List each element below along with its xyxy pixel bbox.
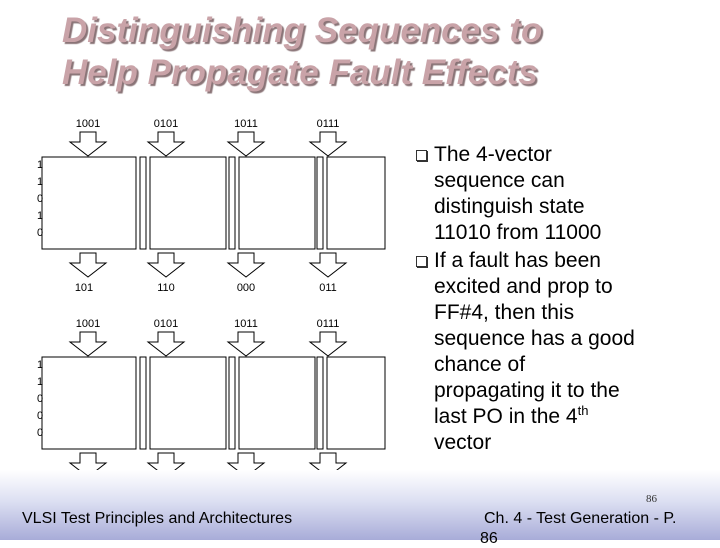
state-bit-label: 1 (36, 210, 44, 222)
output-vector-label: 011 (319, 282, 337, 294)
bullet-2 (412, 248, 712, 456)
state-bit-label: 1 (36, 159, 44, 171)
footer-chapter-continued: 86 (480, 530, 498, 547)
bullet-2-line: If a fault has been (434, 249, 601, 272)
title-line-1: Distinguishing Sequences to (62, 11, 543, 50)
output-vector-label: 101 (74, 282, 94, 294)
input-arrow-icon (228, 332, 264, 356)
output-arrow-icon (70, 253, 106, 277)
bullet-2-text (434, 248, 712, 456)
state-bit-label: 0 (36, 410, 44, 422)
bullet-1-text (434, 142, 712, 246)
output-arrow-icon (310, 253, 346, 277)
page-number: 86 (646, 493, 657, 505)
state-bit-label: 0 (36, 227, 44, 239)
input-arrow-icon (70, 332, 106, 356)
frame-3-box (239, 357, 315, 449)
input-vector-label: 1011 (234, 118, 258, 130)
input-vector-label: 0111 (316, 318, 340, 330)
title-line-2: Help Propagate Fault Effects (62, 53, 538, 92)
frame-2-box (150, 157, 226, 249)
state-bit-label: 0 (36, 393, 44, 405)
state-bit-label: 0 (36, 427, 44, 439)
input-arrow-icon (310, 132, 346, 156)
bullet-2-line: chance of (434, 353, 526, 376)
flip-flop-bar (140, 357, 146, 449)
checkbox-bullet-icon (416, 256, 427, 267)
flip-flop-bar (229, 157, 235, 249)
frame-2-box (150, 357, 226, 449)
flip-flop-bar (229, 357, 235, 449)
frame-3-box (239, 157, 315, 249)
input-arrow-icon (228, 132, 264, 156)
input-vector-label: 0101 (153, 118, 179, 130)
bullet-2-line: excited and prop to (434, 275, 613, 298)
slide-title (62, 10, 702, 94)
input-vector-label: 0111 (316, 118, 340, 130)
footer-course-title: VLSI Test Principles and Architectures (22, 510, 293, 527)
state-bit-label: 1 (36, 376, 44, 388)
bullet-1-line: 11010 from 11000 (434, 221, 602, 244)
bullet-1-line: sequence can (434, 169, 565, 192)
input-arrow-icon (70, 132, 106, 156)
flip-flop-bar (140, 157, 146, 249)
footer-chapter: Ch. 4 - Test Generation - P. (484, 510, 677, 527)
bullet-list (412, 142, 712, 458)
flip-flop-bar (317, 157, 323, 249)
state-bit-label: 1 (36, 359, 44, 371)
output-arrow-icon (228, 253, 264, 277)
output-vector-label: 000 (236, 282, 256, 294)
footer-band (0, 470, 720, 540)
bullet-1-line: distinguish state (434, 195, 585, 218)
output-arrow-icon (148, 253, 184, 277)
frame-1-box (42, 357, 136, 449)
input-vector-label: 1011 (234, 318, 258, 330)
diagram-svg (26, 110, 408, 502)
time-frame-diagram (26, 110, 408, 502)
flip-flop-bar (317, 357, 323, 449)
output-vector-label: 110 (157, 282, 175, 294)
superscript: th (577, 403, 589, 418)
bullet-1 (412, 142, 712, 246)
bullet-1-line: The 4-vector (434, 143, 552, 166)
checkbox-bullet-icon (416, 150, 427, 161)
frame-1-box (42, 157, 136, 249)
bullet-2-line: propagating it to the (434, 379, 620, 402)
bullet-2-line: vector (434, 431, 492, 454)
input-arrow-icon (310, 332, 346, 356)
input-vector-label: 0101 (153, 318, 179, 330)
bullet-2-line: sequence has a good (434, 327, 635, 350)
frame-4-box (327, 357, 385, 449)
bullet-2-line-text: last PO in the 4 (434, 405, 578, 428)
input-vector-label: 1001 (75, 318, 101, 330)
frame-4-box (327, 157, 385, 249)
bullet-2-line: FF#4, then this (434, 301, 575, 324)
state-bit-label: 1 (36, 176, 44, 188)
input-vector-label: 1001 (75, 118, 101, 130)
input-arrow-icon (148, 332, 184, 356)
state-bit-label: 0 (36, 193, 44, 205)
input-arrow-icon (148, 132, 184, 156)
bullet-2-line (434, 404, 712, 430)
